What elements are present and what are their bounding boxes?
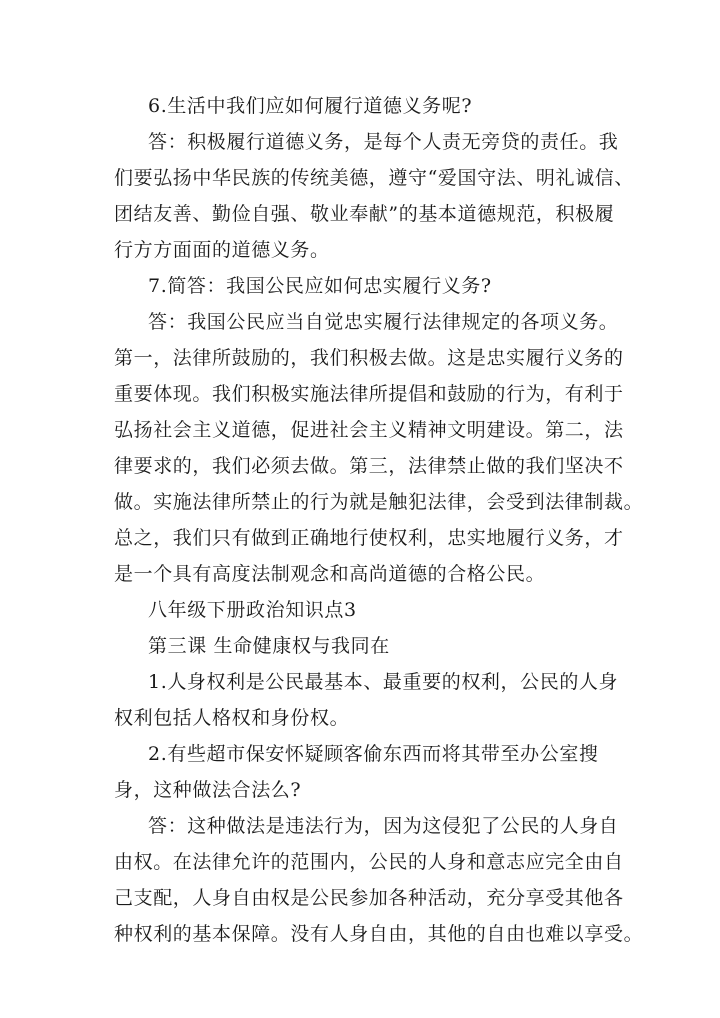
question-2-heading: 身，这种做法合法么? (114, 779, 302, 801)
answer-7-line: 做。实施法律所禁止的行为就是触犯法律，会受到法律制裁。 (114, 491, 644, 513)
answer-2-line: 种权利的基本保障。没有人身自由，其他的自由也难以享受。 (114, 923, 644, 945)
section-title: 八年级下册政治知识点3 (148, 599, 357, 621)
answer-7-line: 第一，法律所鼓励的，我们积极去做。这是忠实履行义务的 (114, 347, 624, 369)
answer-7-line: 答：我国公民应当自觉忠实履行法律规定的各项义务。 (148, 311, 619, 333)
question-2-heading: 2.有些超市保安怀疑顾客偷东西而将其带至办公室搜 (148, 743, 599, 765)
point-1-line: 1.人身权利是公民最基本、最重要的权利，公民的人身 (148, 671, 619, 693)
question-6-heading: 6.生活中我们应如何履行道德义务呢? (148, 95, 473, 117)
answer-2-line: 由权。在法律允许的范围内，公民的人身和意志应完全由自 (114, 851, 624, 873)
answer-7-line: 总之，我们只有做到正确地行使权利，忠实地履行义务，才 (114, 527, 624, 549)
answer-2-line: 答：这种做法是违法行为，因为这侵犯了公民的人身自 (148, 815, 619, 837)
answer-7-line: 律要求的，我们必须去做。第三，法律禁止做的我们坚决不 (114, 455, 624, 477)
answer-6-line: 团结友善、勤俭自强、敬业奉献”的基本道德规范，积极履 (114, 203, 615, 225)
lesson-title: 第三课 生命健康权与我同在 (148, 635, 390, 657)
answer-7-line: 重要体现。我们积极实施法律所提倡和鼓励的行为，有利于 (114, 383, 624, 405)
answer-7-line: 是一个具有高度法制观念和高尚道德的合格公民。 (114, 563, 546, 585)
answer-6-line: 答：积极履行道德义务，是每个人责无旁贷的责任。我 (148, 131, 619, 153)
answer-2-line: 己支配，人身自由权是公民参加各种活动，充分享受其他各 (114, 887, 624, 909)
question-7-heading: 7.简答：我国公民应如何忠实履行义务? (148, 275, 492, 297)
point-1-line: 权利包括人格权和身份权。 (114, 707, 350, 729)
answer-6-line: 们要弘扬中华民族的传统美德，遵守“爱国守法、明礼诚信、 (114, 167, 634, 189)
answer-7-line: 弘扬社会主义道德，促进社会主义精神文明建设。第二，法 (114, 419, 624, 441)
answer-6-line: 行方方面面的道德义务。 (114, 239, 330, 261)
document-page (114, 88, 644, 952)
